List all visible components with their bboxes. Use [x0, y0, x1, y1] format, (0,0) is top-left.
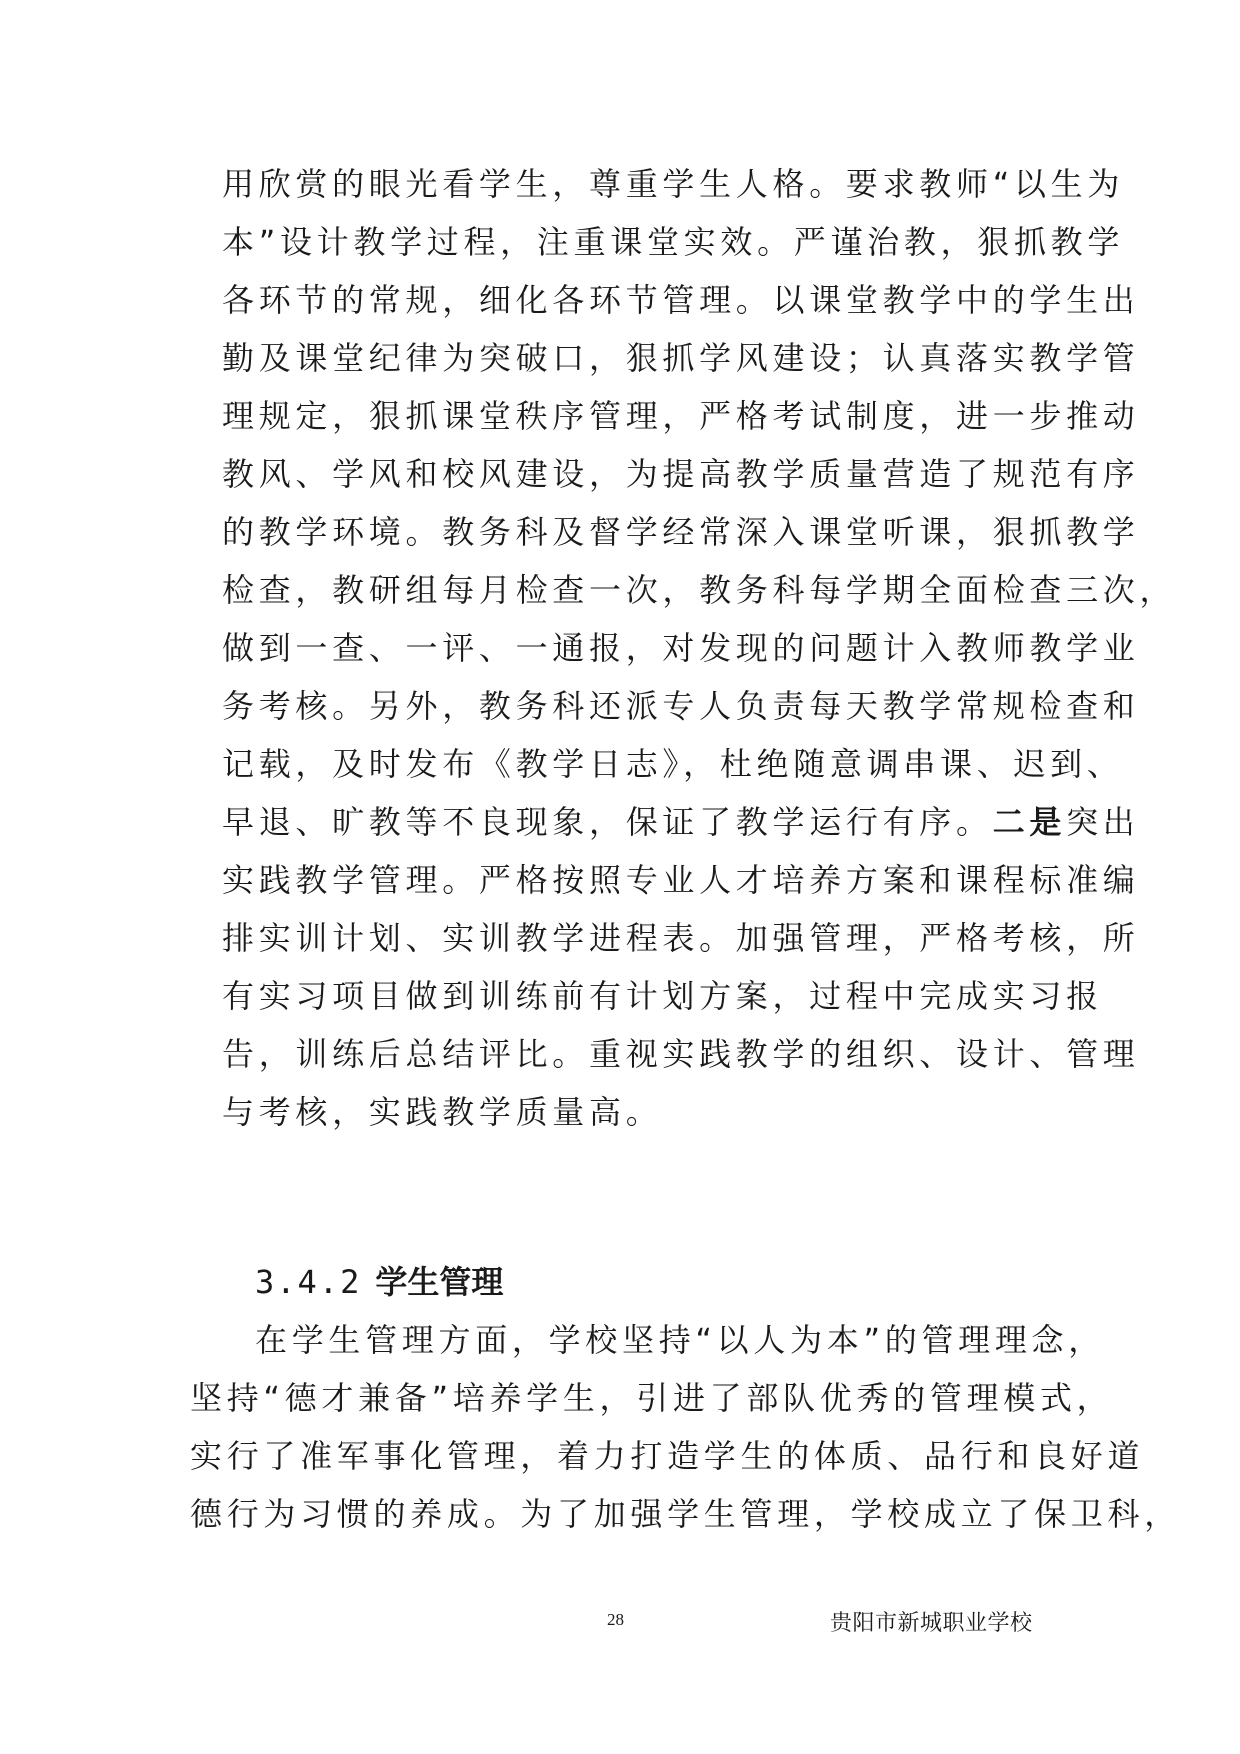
section-number: 3.4.2 — [255, 1263, 362, 1301]
body-line: 德行为习惯的养成。为了加强学生管理，学校成立了保卫科， — [190, 1495, 1181, 1533]
body-line-with-emphasis — [222, 802, 1140, 842]
emphasis-text: 二是 — [992, 803, 1067, 841]
section-title: 学生管理 — [375, 1263, 504, 1301]
page-number: 28 — [607, 1610, 624, 1629]
body-line: 在学生管理方面，学校坚持“以人为本”的管理理念， — [255, 1321, 1105, 1359]
body-line: 坚持“德才兼备”培养学生，引进了部队优秀的管理模式， — [190, 1379, 1114, 1417]
body-line: 记载，及时发布《教学日志》，杜绝随意调串课、迟到、 — [222, 745, 1124, 783]
body-line: 实践教学管理。严格按照专业人才培养方案和课程标准编 — [222, 861, 1140, 899]
body-line: 有实习项目做到训练前有计划方案，过程中完成实习报 — [222, 977, 1103, 1015]
body-text-segment: 早退、旷教等不良现象，保证了教学运行有序。 — [222, 803, 993, 841]
body-line: 告，训练后总结评比。重视实践教学的组织、设计、管理 — [222, 1035, 1140, 1073]
body-line: 排实训计划、实训教学进程表。加强管理，严格考核，所 — [222, 919, 1140, 957]
body-line: 做到一查、一评、一通报，对发现的问题计入教师教学业 — [222, 629, 1140, 667]
body-line: 用欣赏的眼光看学生，尊重学生人格。要求教师“以生为 — [222, 165, 1125, 203]
body-line: 各环节的常规，细化各环节管理。以课堂教学中的学生出 — [222, 281, 1140, 319]
body-line: 的教学环境。教务科及督学经常深入课堂听课，狠抓教学 — [222, 513, 1140, 551]
footer-school-name: 贵阳市新城职业学校 — [830, 1611, 1033, 1636]
body-line: 教风、学风和校风建设，为提高教学质量营造了规范有序 — [222, 455, 1140, 493]
body-text-segment: 突出 — [1066, 803, 1140, 841]
body-line: 检查，教研组每月检查一次，教务科每学期全面检查三次， — [222, 571, 1177, 609]
body-line: 务考核。另外，教务科还派专人负责每天教学常规检查和 — [222, 687, 1140, 725]
body-line: 与考核，实践教学质量高。 — [222, 1093, 663, 1131]
body-line: 实行了准军事化管理，着力打造学生的体质、品行和良好道 — [190, 1437, 1145, 1475]
body-line: 本”设计教学过程，注重课堂实效。严谨治教，狠抓教学 — [222, 223, 1125, 261]
body-line: 理规定，狠抓课堂秩序管理，严格考试制度，进一步推动 — [222, 397, 1140, 435]
body-line: 勤及课堂纪律为突破口，狠抓学风建设；认真落实教学管 — [222, 339, 1140, 377]
section-heading — [255, 1262, 503, 1302]
